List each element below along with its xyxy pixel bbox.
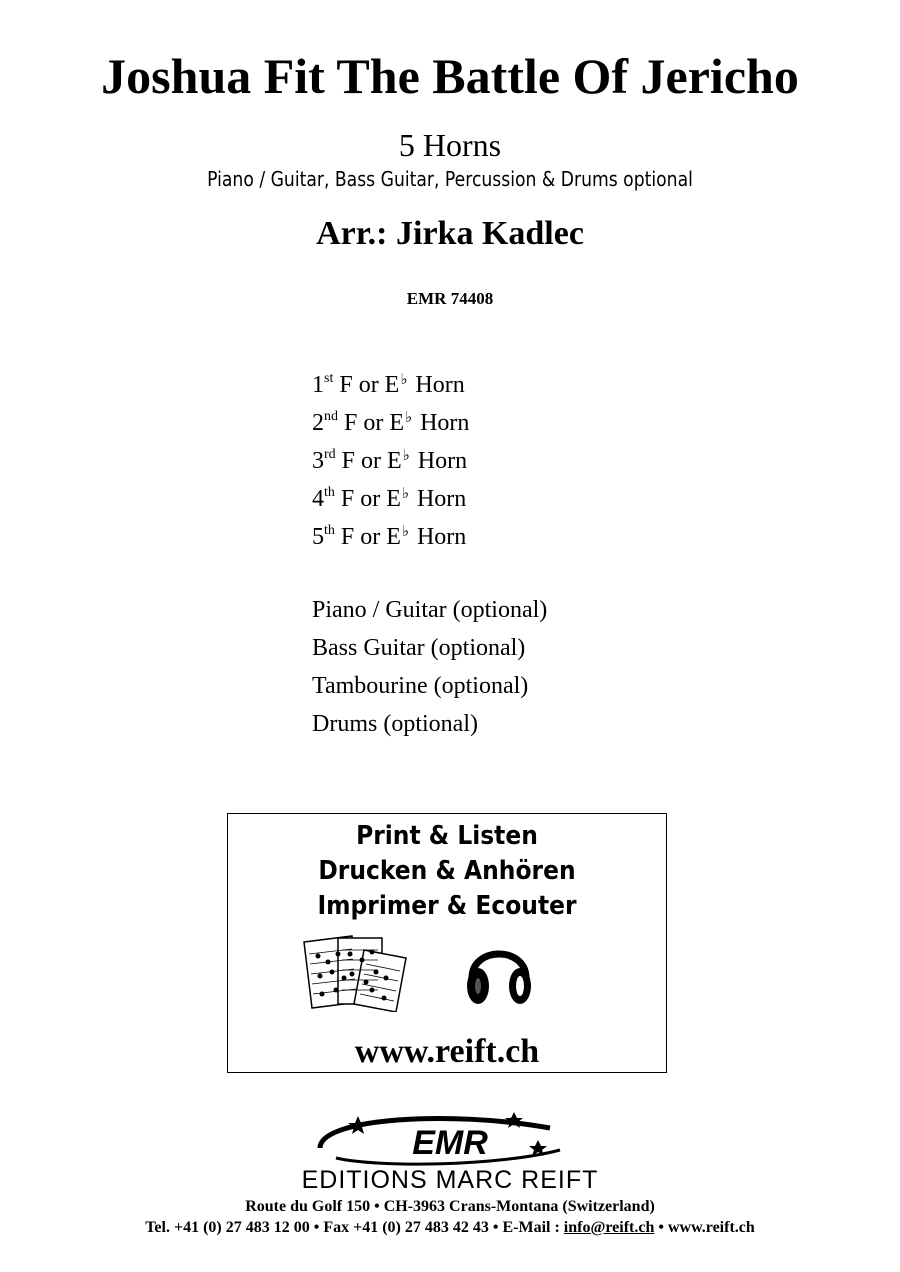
part-number: 5 [312,524,324,550]
promo-line-english: Print & Listen [356,821,538,851]
flat-icon: ♭ [401,484,409,502]
part-instrument: Horn [420,410,470,436]
optional-part-item: Bass Guitar (optional) [312,635,526,661]
emr-logo [300,1108,600,1168]
flat-icon: ♭ [401,522,409,540]
promo-url[interactable]: www.reift.ch [354,1033,540,1070]
flat-icon: ♭ [405,408,413,426]
part-instrument: Horn [416,524,467,550]
catalog-number: EMR 74408 [406,289,494,308]
part-instrument: Horn [416,486,467,512]
part-key: F or E [341,448,402,474]
horn-parts-list [312,366,469,556]
website-link[interactable]: • www.reift.ch [654,1219,755,1236]
part-key: F or E [340,524,401,550]
sheet-music-icon [300,932,412,1012]
promo-line-german: Drucken & Anhören [318,856,576,886]
ordinal-suffix: rd [324,447,336,462]
ordinal-suffix: st [324,371,334,386]
arranger: Arr.: Jirka Kadlec [316,215,584,252]
part-number: 2 [312,410,324,436]
ordinal-suffix: th [324,485,335,500]
part-item [312,442,469,480]
part-instrument: Horn [415,372,465,398]
part-number: 1 [312,372,324,398]
ordinal-suffix: nd [324,409,338,424]
contact-phone-fax: Tel. +41 (0) 27 483 12 00 • Fax +41 (0) 27 483 42 43 • E-Mail : [145,1219,564,1236]
email-link[interactable]: info@reift.ch [563,1219,655,1236]
part-item [312,480,469,518]
part-instrument: Horn [417,448,468,474]
optional-parts-list [312,591,547,743]
flat-icon: ♭ [402,446,410,464]
part-item [312,404,469,442]
optional-part-item: Piano / Guitar (optional) [312,597,548,623]
ensemble-subtitle: 5 Horns [398,127,502,163]
publisher-address: Route du Golf 150 • CH-3963 Crans-Montana (Switzerland) [245,1198,655,1215]
instrumentation-line: Piano / Guitar, Bass Guitar, Percussion & Drums optional [207,167,693,191]
part-number: 3 [312,448,324,474]
part-key: F or E [340,486,401,512]
score-title: Joshua Fit The Battle Of Jericho [101,48,799,104]
part-item [312,366,469,404]
promo-line-french: Imprimer & Ecouter [317,891,577,921]
part-item [312,518,469,556]
optional-part-item: Tambourine (optional) [312,673,529,699]
part-key: F or E [339,372,400,398]
print-listen-box [227,813,667,1073]
part-key: F or E [344,410,404,436]
flat-icon: ♭ [400,370,408,388]
ordinal-suffix: th [324,523,335,538]
part-number: 4 [312,486,324,512]
publisher-contact [0,1218,900,1238]
optional-part-item: Drums (optional) [312,711,478,737]
headphones-icon [464,934,534,1010]
publisher-name: EDITIONS MARC REIFT [301,1166,599,1194]
logo-text: EMR [412,1124,488,1162]
